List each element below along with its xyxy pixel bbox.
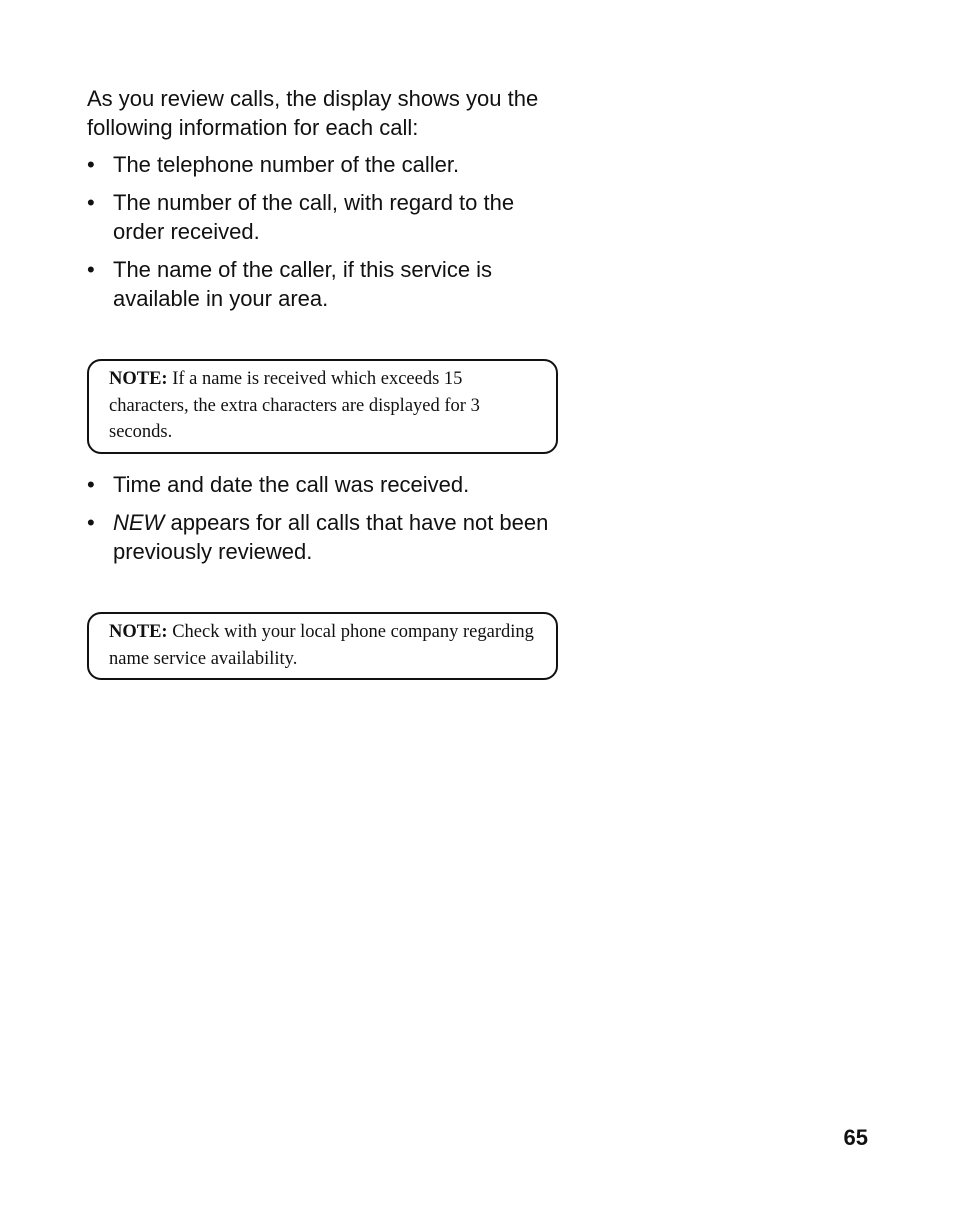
- bullet-icon: •: [87, 257, 95, 282]
- call-info-list: [87, 150, 557, 322]
- bullet-icon: •: [87, 190, 95, 215]
- list-item-text: appears for all calls that have not been previously reviewed.: [113, 510, 549, 564]
- bullet-icon: •: [87, 510, 95, 535]
- list-item-text: The name of the caller, if this service is available in your area.: [113, 257, 493, 311]
- bullet-icon: •: [87, 152, 95, 177]
- new-indicator-text: NEW: [113, 510, 165, 535]
- note-label: NOTE:: [109, 622, 168, 642]
- list-item: [87, 508, 557, 566]
- note-text: If a name is received which exceeds 15 characters, the extra characters are displayed for 3 seconds.: [109, 369, 480, 442]
- note-text: Check with your local phone company regarding name service availability.: [109, 622, 534, 669]
- list-item-text: Time and date the call was received.: [113, 472, 470, 497]
- list-item-text: The telephone number of the caller.: [113, 152, 460, 177]
- list-item: [87, 470, 557, 499]
- call-info-list-continued: [87, 470, 557, 575]
- note-box: [87, 612, 558, 680]
- note-label: NOTE:: [109, 369, 168, 389]
- list-item-text: The number of the call, with regard to the order received.: [113, 190, 515, 244]
- page-number: 65: [843, 1125, 868, 1150]
- bullet-icon: •: [87, 472, 95, 497]
- list-item: [87, 188, 557, 246]
- list-item: [87, 255, 557, 313]
- list-item: [87, 150, 557, 179]
- intro-paragraph: As you review calls, the display shows you the following information for each call:: [87, 86, 539, 140]
- note-box: [87, 359, 558, 454]
